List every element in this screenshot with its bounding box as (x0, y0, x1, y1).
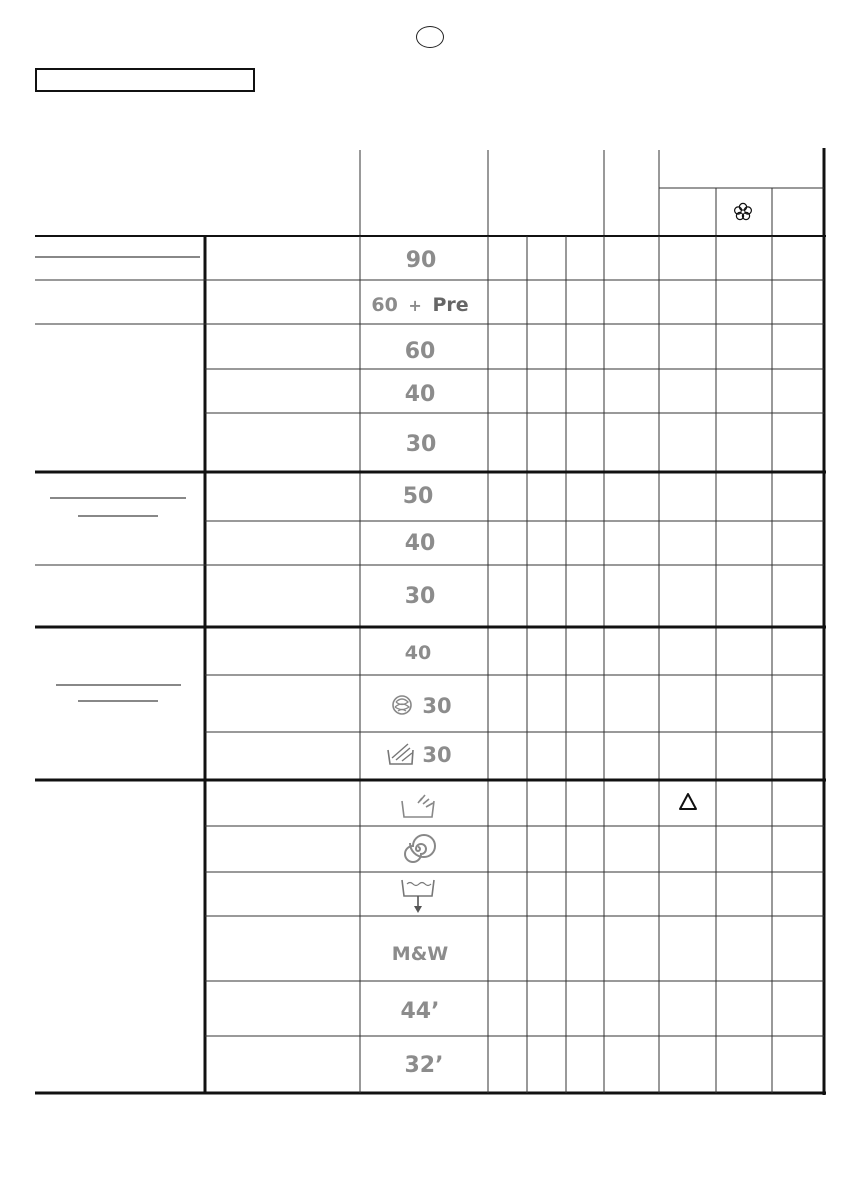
program-label: 30 (405, 432, 437, 457)
program-label: 60 (404, 339, 436, 364)
program-label: 40 (404, 531, 436, 556)
program-label: 30 (404, 584, 436, 609)
rinse-icon (402, 795, 434, 817)
program-label: 30 (422, 694, 452, 718)
program-label: 40 (404, 382, 436, 407)
drain-icon (402, 880, 434, 913)
hand-wash-icon (388, 744, 413, 764)
warning-triangle-icon (680, 794, 696, 809)
program-label: 32’ (404, 1053, 444, 1078)
spin-icon (405, 835, 435, 862)
program-label: 50 (402, 484, 434, 509)
program-label: 60 + Pre (371, 294, 469, 316)
wool-icon (393, 696, 411, 714)
program-label: 90 (405, 248, 437, 273)
program-label: 30 (422, 743, 452, 767)
flower-icon (735, 203, 752, 219)
program-label: M&W (391, 943, 449, 965)
program-label: 44’ (400, 999, 440, 1024)
program-label: 40 (404, 642, 432, 664)
